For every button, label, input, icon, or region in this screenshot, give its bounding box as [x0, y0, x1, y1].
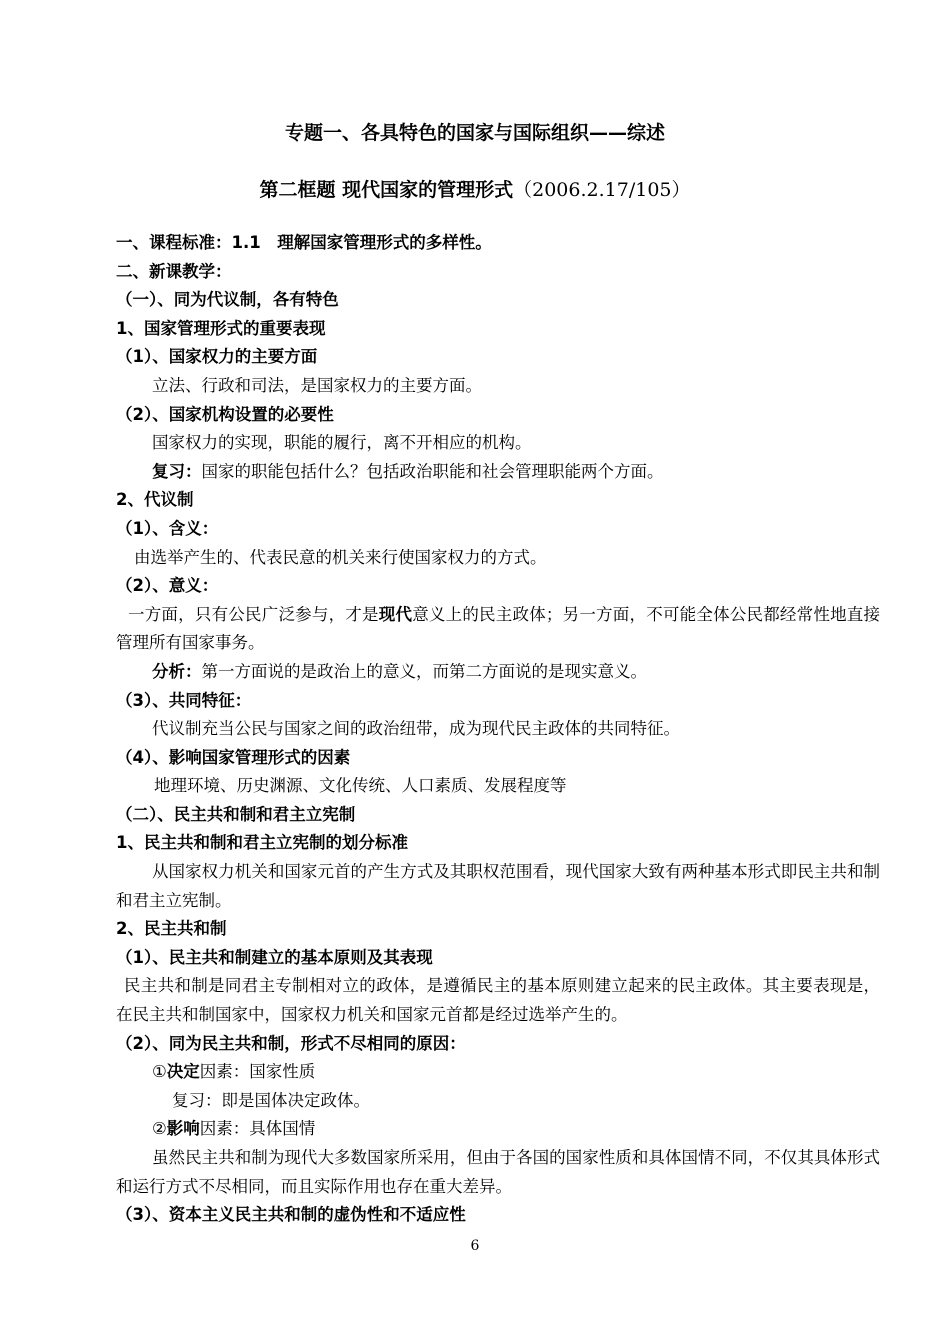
subheading-republic-3: （3）、资本主义民主共和制的虚伪性和不适应性 [116, 1205, 466, 1225]
subheading-republic-2: （2）、同为民主共和制，形式不尽相同的原因： [116, 1033, 466, 1053]
circled-number: ① [152, 1062, 167, 1082]
subheading-1-1: （1）、国家权力的主要方面 [116, 347, 318, 367]
factor-decisive [116, 1058, 880, 1087]
paragraph: 代议制充当公民与国家之间的政治纽带，成为现代民主政体的共同特征。 [152, 719, 680, 739]
paragraph: 由选举产生的、代表民意的机关来行使国家权力的方式。 [134, 547, 547, 567]
heading-part-one: （一）、同为代议制，各有特色 [116, 290, 339, 310]
factor-influence [116, 1115, 880, 1144]
subheading-2-1: （1）、含义： [116, 518, 219, 538]
heading-1: 1、国家管理形式的重要表现 [116, 318, 326, 338]
heading-1-part-two: 1、民主共和制和君主立宪制的划分标准 [116, 833, 408, 853]
paragraph: 国家权力的实现，职能的履行，离不开相应的机构。 [152, 433, 532, 453]
review-note [116, 458, 880, 487]
analysis-note [116, 658, 880, 687]
section-title [0, 175, 950, 202]
paragraph: 民主共和制是同君主专制相对立的政体，是遵循民主的基本原则建立起来的民主政体。其主要表现是，在民主共和制国家中，国家权力机关和国家元首都是经过选举产生的。 [116, 976, 880, 1025]
heading-part-two: （二）、民主共和制和君主立宪制 [116, 804, 356, 824]
subheading-1-2: （2）、国家机构设置的必要性 [116, 404, 334, 424]
subheading-republic-1: （1）、民主共和制建立的基本原则及其表现 [116, 947, 433, 967]
section-title-date: （2006.2.17/105） [513, 179, 691, 201]
paragraph: 立法、行政和司法，是国家权力的主要方面。 [152, 375, 482, 395]
heading-curriculum-standard: 一、课程标准：1.1 理解国家管理形式的多样性。 [116, 233, 492, 252]
analysis-label: 分析： [152, 661, 202, 681]
text-run: 意义上的民主政体；另一方面，不可能全体公民都经常性地直接管理所有国家事务。 [116, 604, 881, 653]
review-text: 国家的职能包括什么？包括政治职能和社会管理职能两个方面。 [201, 461, 664, 481]
emphasis: 现代 [378, 604, 413, 624]
paragraph: 从国家权力机关和国家元首的产生方式及其职权范围看，现代国家大致有两种基本形式即民主共和制和君主立宪制。 [116, 862, 880, 910]
emphasis: 影响 [166, 1119, 200, 1139]
subheading-2-3: （3）、共同特征： [116, 690, 252, 710]
review-note: 复习：即是国体决定政体。 [172, 1090, 370, 1110]
paragraph: 地理环境、历史渊源、文化传统、人口素质、发展程度等 [154, 776, 567, 796]
text-run: 因素：具体国情 [199, 1119, 316, 1139]
review-label: 复习： [152, 461, 202, 481]
document-body [116, 229, 880, 1230]
heading-2-part-two: 2、民主共和制 [116, 919, 227, 939]
heading-2: 2、代议制 [116, 490, 194, 510]
paragraph-significance [116, 601, 880, 658]
analysis-text: 第一方面说的是政治上的意义，而第二方面说的是现实意义。 [201, 661, 647, 681]
subheading-2-2: （2）、意义： [116, 576, 219, 596]
paragraph: 虽然民主共和制为现代大多数国家所采用，但由于各国的国家性质和具体国情不同，不仅其具体形式和运行方式不尽相同，而且实际作用也存在重大差异。 [116, 1148, 880, 1196]
section-title-main: 第二框题 现代国家的管理形式 [259, 179, 514, 201]
page-title: 专题一、各具特色的国家与国际组织——综述 [284, 122, 665, 144]
subheading-2-4: （4）、影响国家管理形式的因素 [116, 747, 351, 767]
text-run: 因素：国家性质 [199, 1062, 316, 1082]
circled-number: ② [152, 1119, 167, 1139]
emphasis: 决定 [166, 1062, 200, 1082]
heading-new-lesson: 二、新课教学： [116, 261, 232, 281]
text-run: 一方面，只有公民广泛参与，才是 [128, 604, 379, 624]
page-number: 6 [470, 1238, 480, 1254]
